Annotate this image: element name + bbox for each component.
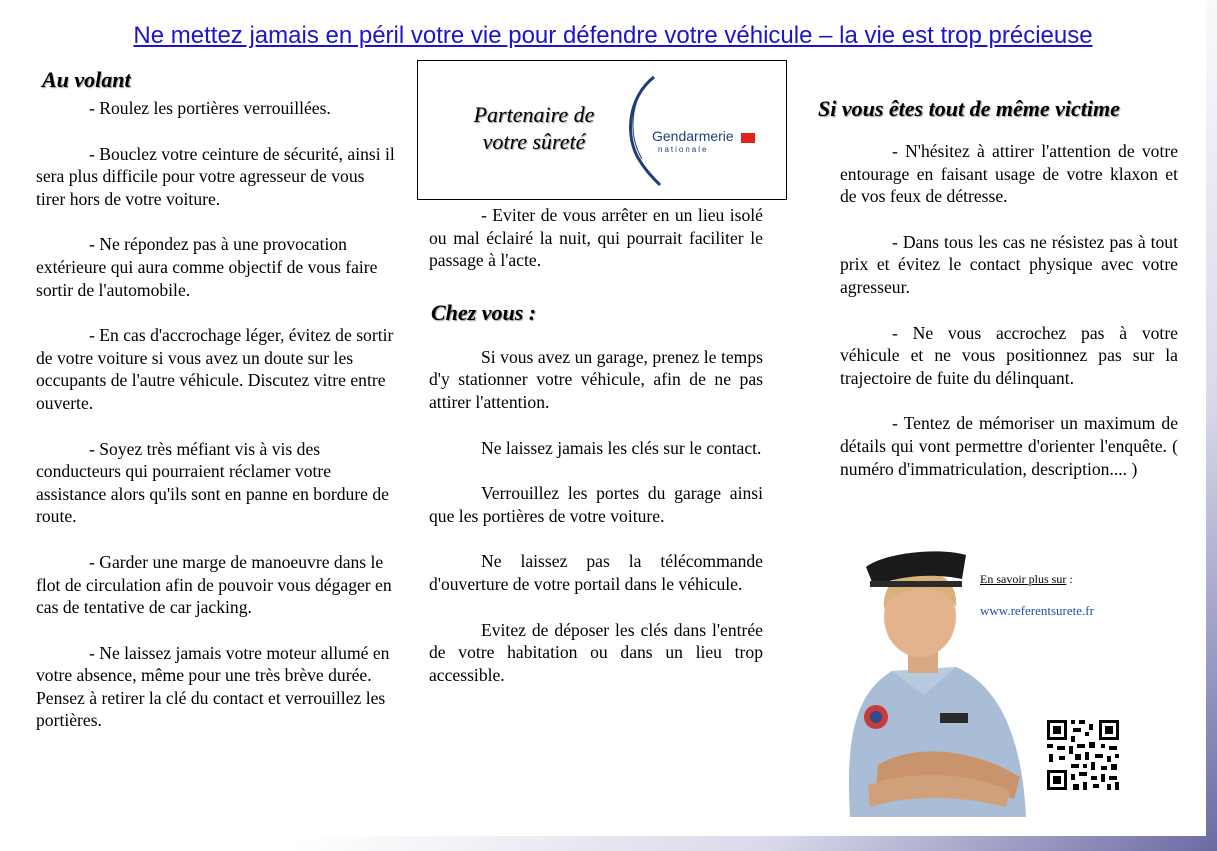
paragraph: - Bouclez votre ceinture de sécurité, ainsi il sera plus difficile pour votre agresseur de vous tirer hors de votre voiture. [36, 143, 395, 209]
paragraph: - Ne laissez jamais votre moteur allumé en votre absence, même pour une très brève durée. Pensez à retirer la clé du contact et verrouillez les portières. [36, 642, 390, 731]
tricolor-flag-icon [741, 133, 755, 143]
column-chez-vous [429, 204, 763, 686]
paragraph: Ne laissez pas la télécommande d'ouverture de votre portail dans le véhicule. [429, 551, 763, 594]
partner-slogan [454, 101, 614, 155]
more-info-label [980, 572, 1073, 587]
paragraph-intro: - Eviter de vous arrêter en un lieu isolé ou mal éclairé la nuit, qui pourrait faciliter le passage à l'acte. [429, 205, 763, 271]
website-link[interactable]: www.referentsurete.fr [980, 603, 1094, 618]
paragraph: Ne laissez jamais les clés sur le contact. [481, 437, 762, 458]
gendarmerie-name: Gendarmerie [652, 128, 734, 144]
heading-chez-vous: Chez vous : [431, 299, 537, 325]
partner-box [417, 60, 787, 200]
paragraph: - Dans tous les cas ne résistez pas à tout prix et évitez le contact physique avec votre agresseur. [840, 231, 1178, 297]
heading-au-volant: Au volant [42, 67, 131, 92]
headline: Ne mettez jamais en péril votre vie pour défendre votre véhicule – la vie est trop précieuse [133, 22, 1093, 49]
paragraph: - Ne vous accrochez pas à votre véhicule et ne vous positionnez pas sur la trajectoire de fuite du délinquant. [840, 322, 1178, 388]
paragraph: - Garder une marge de manoeuvre dans le flot de circulation afin de pouvoir vous dégager en cas de tentative de car jacking. [36, 551, 392, 618]
gendarmerie-sub: nationale [658, 145, 709, 154]
partner-line-1: Partenaire de [473, 102, 595, 127]
heading-victime: Si vous êtes tout de même victime [818, 96, 1120, 121]
paragraph: - En cas d'accrochage léger, évitez de sortir de votre voiture si vous avez un doute sur les occupants de l'autre véhicule. Discutez vitre entre ouverte. [36, 325, 394, 413]
paragraph: Verrouillez les portes du garage ainsi que les portières de votre voiture. [429, 483, 763, 526]
column-victime [818, 96, 1178, 480]
paragraph: - Ne répondez pas à une provocation extérieure qui aura comme objectif de vous faire sortir de l'automobile. [36, 234, 378, 300]
paragraph: - N'hésitez à attirer l'attention de votre entourage en faisant usage de votre klaxon et de vos feux de détresse. [840, 141, 1178, 207]
column-au-volant [36, 67, 398, 732]
paragraph: - Tentez de mémoriser un maximum de détails qui vont permettre d'orienter l'enquête. ( numéro d'immatriculation, description.... ) [840, 413, 1178, 479]
partner-line-2: votre sûreté [482, 129, 586, 154]
paragraph: Si vous avez un garage, prenez le temps d'y stationner votre véhicule, afin de ne pas attirer l'attention. [429, 346, 763, 412]
qr-code-icon [1045, 718, 1121, 792]
paragraph: - Soyez très méfiant vis à vis des conducteurs qui pourraient réclamer votre assistance alors qu'ils sont en panne en bordure de route. [36, 438, 389, 527]
more-info-text: En savoir plus sur [980, 572, 1067, 586]
more-info-suffix: : [1066, 572, 1073, 586]
paragraph: - Roulez les portières verrouillées. [89, 98, 331, 118]
paragraph: Evitez de déposer les clés dans l'entrée de votre habitation ou dans un lieu trop accessible. [429, 619, 763, 685]
